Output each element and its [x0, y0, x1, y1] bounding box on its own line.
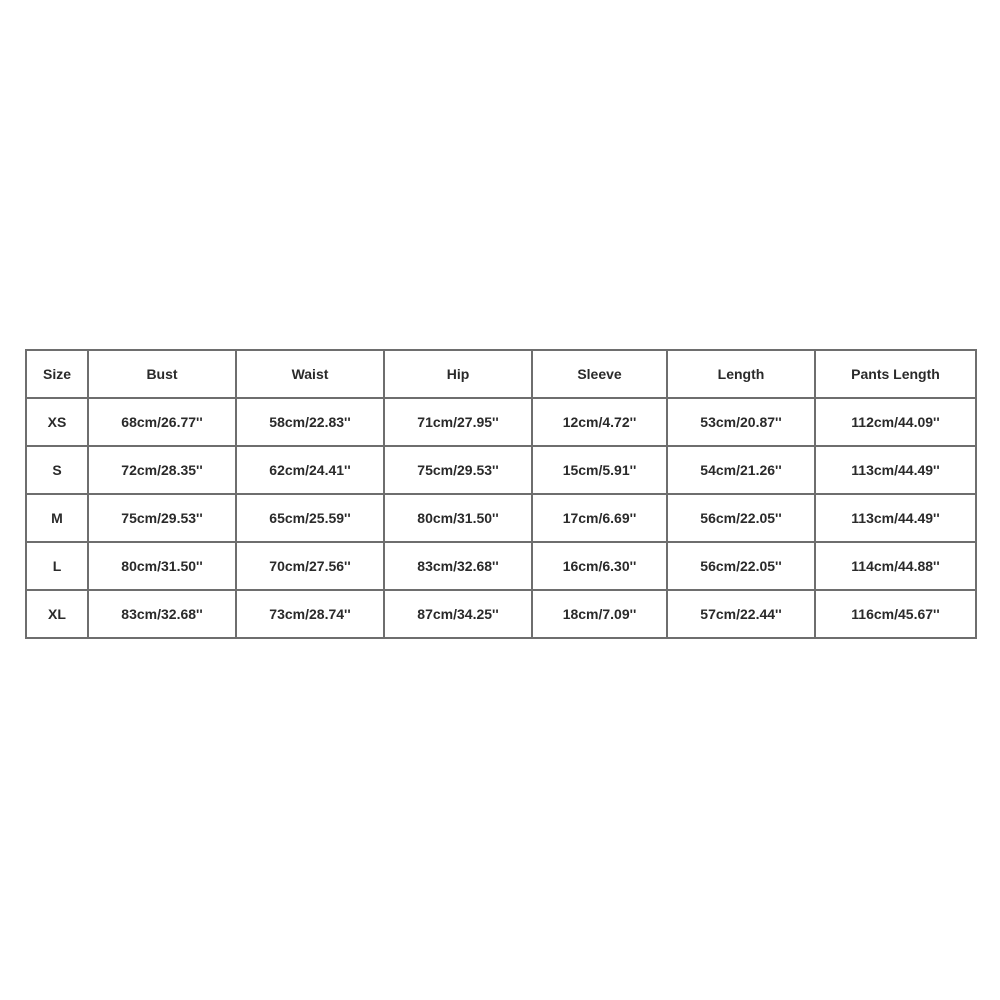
waist-cell: 58cm/22.83'' — [236, 398, 384, 446]
table-header-row — [26, 350, 976, 398]
waist-cell: 70cm/27.56'' — [236, 542, 384, 590]
table-row — [26, 494, 976, 542]
hip-cell: 80cm/31.50'' — [384, 494, 532, 542]
header-hip: Hip — [384, 350, 532, 398]
hip-cell: 75cm/29.53'' — [384, 446, 532, 494]
size-cell: M — [26, 494, 88, 542]
hip-cell: 71cm/27.95'' — [384, 398, 532, 446]
header-size: Size — [26, 350, 88, 398]
size-cell: S — [26, 446, 88, 494]
hip-cell: 87cm/34.25'' — [384, 590, 532, 638]
header-length: Length — [667, 350, 815, 398]
length-cell: 54cm/21.26'' — [667, 446, 815, 494]
pants-length-cell: 116cm/45.67'' — [815, 590, 976, 638]
header-sleeve: Sleeve — [532, 350, 667, 398]
table-row — [26, 398, 976, 446]
waist-cell: 73cm/28.74'' — [236, 590, 384, 638]
table-row — [26, 542, 976, 590]
sleeve-cell: 16cm/6.30'' — [532, 542, 667, 590]
length-cell: 56cm/22.05'' — [667, 494, 815, 542]
size-cell: XL — [26, 590, 88, 638]
size-chart-table — [25, 349, 977, 639]
header-bust: Bust — [88, 350, 236, 398]
pants-length-cell: 113cm/44.49'' — [815, 494, 976, 542]
bust-cell: 75cm/29.53'' — [88, 494, 236, 542]
length-cell: 56cm/22.05'' — [667, 542, 815, 590]
sleeve-cell: 18cm/7.09'' — [532, 590, 667, 638]
table-row — [26, 446, 976, 494]
pants-length-cell: 114cm/44.88'' — [815, 542, 976, 590]
pants-length-cell: 112cm/44.09'' — [815, 398, 976, 446]
bust-cell: 80cm/31.50'' — [88, 542, 236, 590]
size-cell: L — [26, 542, 88, 590]
sleeve-cell: 15cm/5.91'' — [532, 446, 667, 494]
length-cell: 53cm/20.87'' — [667, 398, 815, 446]
bust-cell: 72cm/28.35'' — [88, 446, 236, 494]
bust-cell: 83cm/32.68'' — [88, 590, 236, 638]
sleeve-cell: 17cm/6.69'' — [532, 494, 667, 542]
bust-cell: 68cm/26.77'' — [88, 398, 236, 446]
header-pants-length: Pants Length — [815, 350, 976, 398]
hip-cell: 83cm/32.68'' — [384, 542, 532, 590]
size-cell: XS — [26, 398, 88, 446]
header-waist: Waist — [236, 350, 384, 398]
waist-cell: 65cm/25.59'' — [236, 494, 384, 542]
waist-cell: 62cm/24.41'' — [236, 446, 384, 494]
length-cell: 57cm/22.44'' — [667, 590, 815, 638]
sleeve-cell: 12cm/4.72'' — [532, 398, 667, 446]
pants-length-cell: 113cm/44.49'' — [815, 446, 976, 494]
table-row — [26, 590, 976, 638]
